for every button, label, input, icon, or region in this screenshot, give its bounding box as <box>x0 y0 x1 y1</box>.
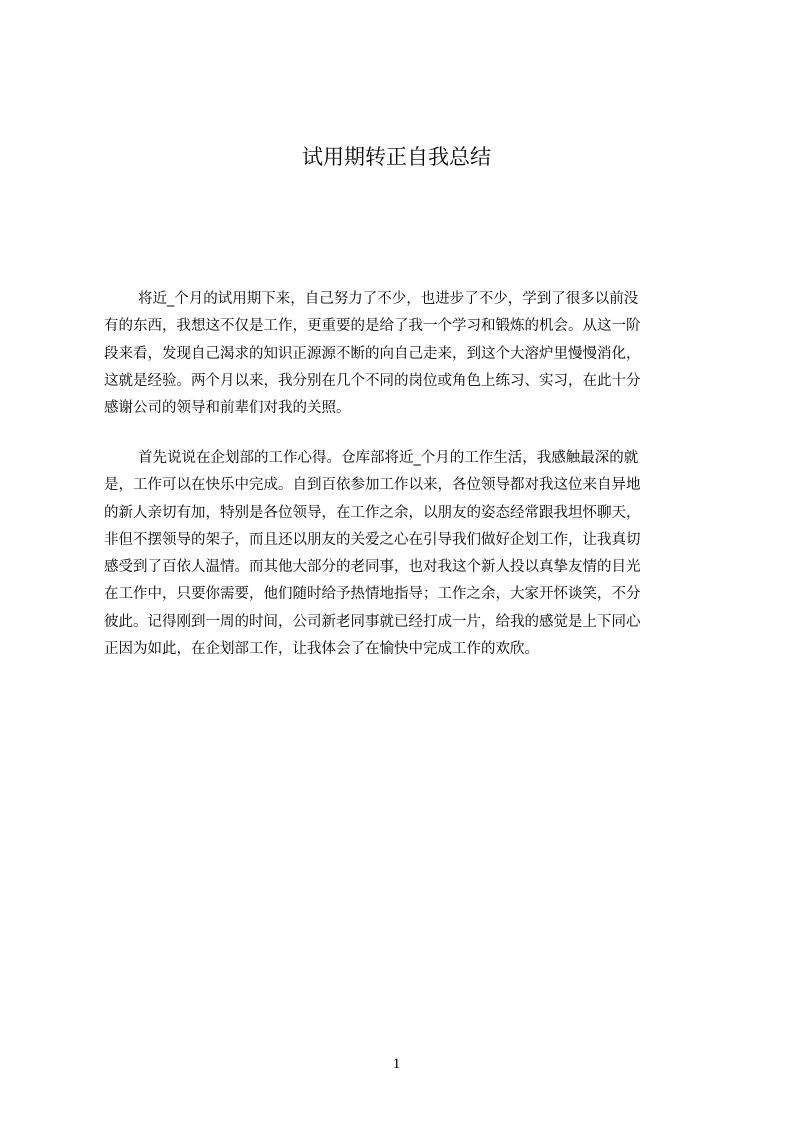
paragraph-line: 这就是经验。两个月以来，我分别在几个不同的岗位或角色上练习、实习，在此十分 <box>104 372 641 389</box>
page-number: 1 <box>392 1056 401 1072</box>
paragraph-line: 首先说说在企划部的工作心得。仓库部将近_个月的工作生活，我感触最深的就 <box>138 450 639 466</box>
paragraph-1 <box>104 286 694 422</box>
paragraph-line: 有的东西，我想这不仅是工作，更重要的是给了我一个学习和锻炼的机会。从这一阶 <box>104 318 641 335</box>
paragraph-line: 的新人亲切有加，特别是各位领导，在工作之余，以朋友的姿态经常跟我坦怀聊天， <box>104 504 641 521</box>
paragraph-line: 非但不摆领导的架子，而且还以朋友的关爱之心在引导我们做好企划工作，让我真切 <box>104 531 641 548</box>
paragraph-line: 正因为如此，在企划部工作，让我体会了在愉快中完成工作的欢欣。 <box>104 641 539 658</box>
paragraph-line: 彼此。记得刚到一周的时间，公司新老同事就已经打成一片，给我的感觉是上下同心 <box>104 613 641 630</box>
paragraph-line: 在工作中，只要你需要，他们随时给予热情地指导；工作之余，大家开怀谈笑，不分 <box>104 586 641 603</box>
paragraph-line: 将近_个月的试用期下来，自己努力了不少，也进步了不少，学到了很多以前没 <box>138 291 639 307</box>
paragraph-line: 段来看，发现自己渴求的知识正源源不断的向自己走来，到这个大溶炉里慢慢消化， <box>104 345 641 362</box>
document-title: 试用期转正自我总结 <box>302 145 491 169</box>
paragraph-line: 是，工作可以在快乐中完成。自到百依参加工作以来，各位领导都对我这位来自异地 <box>104 477 641 494</box>
paragraph-line: 感谢公司的领导和前辈们对我的关照。 <box>104 400 351 417</box>
paragraph-line: 感受到了百依人温情。而其他大部分的老同事，也对我这个新人投以真挚友情的目光 <box>104 559 641 576</box>
paragraph-2 <box>104 445 694 663</box>
